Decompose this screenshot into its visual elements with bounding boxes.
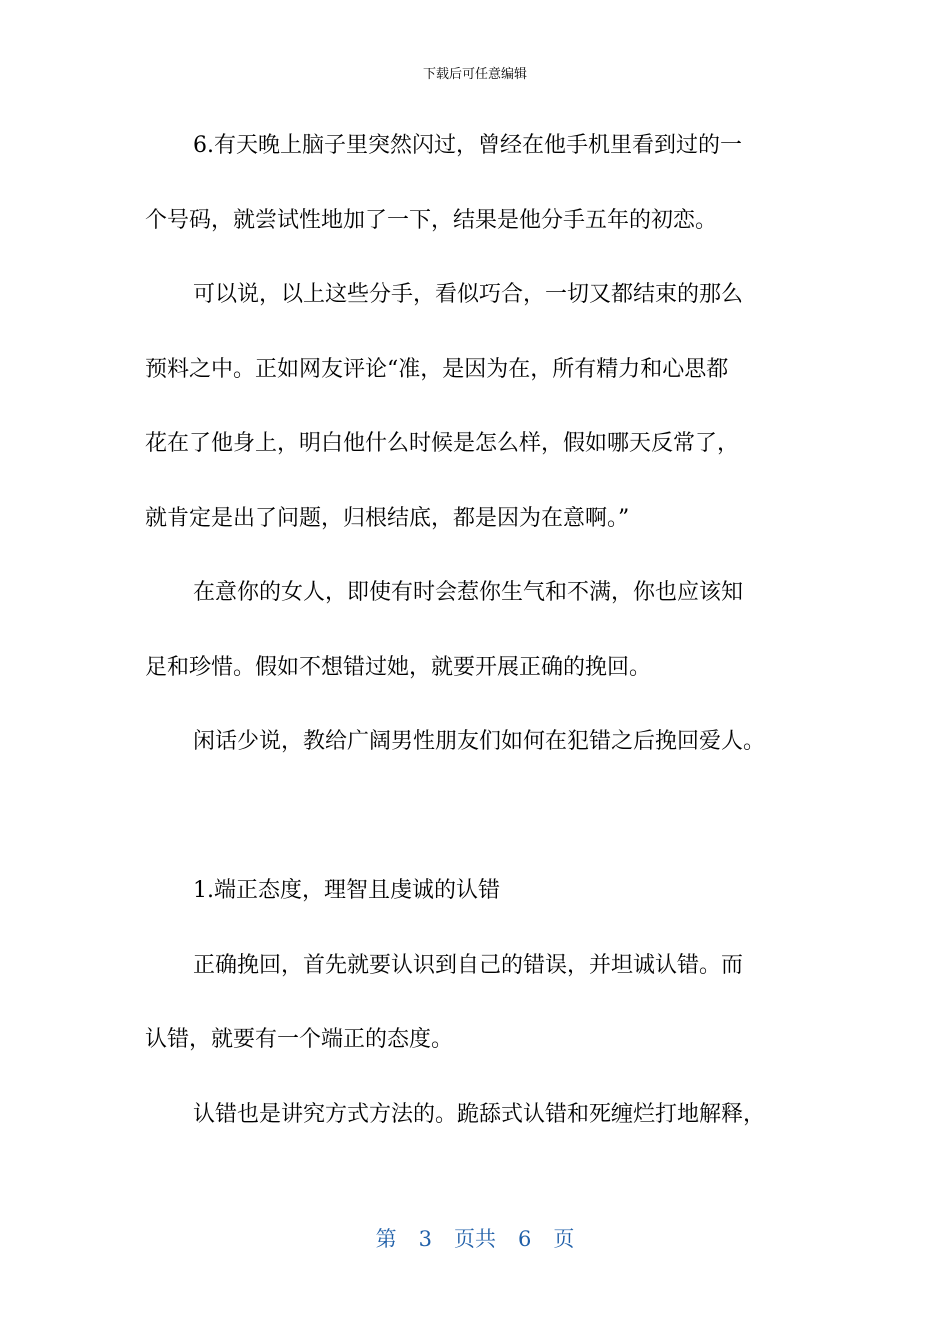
text-line: 个号码，就尝试性地加了一下，结果是他分手五年的初恋。 [145,207,718,233]
text-line: 正确挽回，首先就要认识到自己的错误，并坦诚认错。而 [193,952,744,978]
total-pages-number: 6 [518,1227,532,1251]
text-line: 足和珍惜。假如不想错过她，就要开展正确的挽回。 [145,654,652,680]
current-page-number: 3 [418,1227,432,1251]
paragraph-spacer [145,791,805,866]
text-line: 可以说，以上这些分手，看似巧合，一切又都结束的那么 [193,282,744,307]
text-line: 就肯定是出了问题，归根结底，都是因为在意啊。” [145,505,630,531]
text-line: 认错也是讲究方式方法的。跪舔式认错和死缠烂打地解释， [193,1101,766,1127]
text-line: 在意你的女人，即使有时会惹你生气和不满，你也应该知 [193,580,744,605]
footer-suffix: 页 [553,1227,575,1251]
text-line: 花在了他身上，明白他什么时候是怎么样，假如哪天反常了， [145,431,740,456]
text-line: 预料之中。正如网友评论“准，是因为在，所有精力和心思都 [145,356,729,382]
text-line: 闲话少说，教给广阔男性朋友们如何在犯错之后挽回爱人。 [193,729,766,754]
footer-middle: 页共 [454,1227,496,1251]
footer-prefix: 第 [375,1227,397,1251]
text-line: 6.有天晚上脑子里突然闪过，曾经在他手机里看到过的一 [193,133,742,158]
page-header: 下载后可任意编辑 [422,67,527,82]
document-body [145,120,805,1163]
page-footer [0,1224,950,1254]
section-heading: 1.端正态度，理智且虔诚的认错 [193,878,500,903]
text-line: 认错，就要有一个端正的态度。 [145,1027,454,1052]
